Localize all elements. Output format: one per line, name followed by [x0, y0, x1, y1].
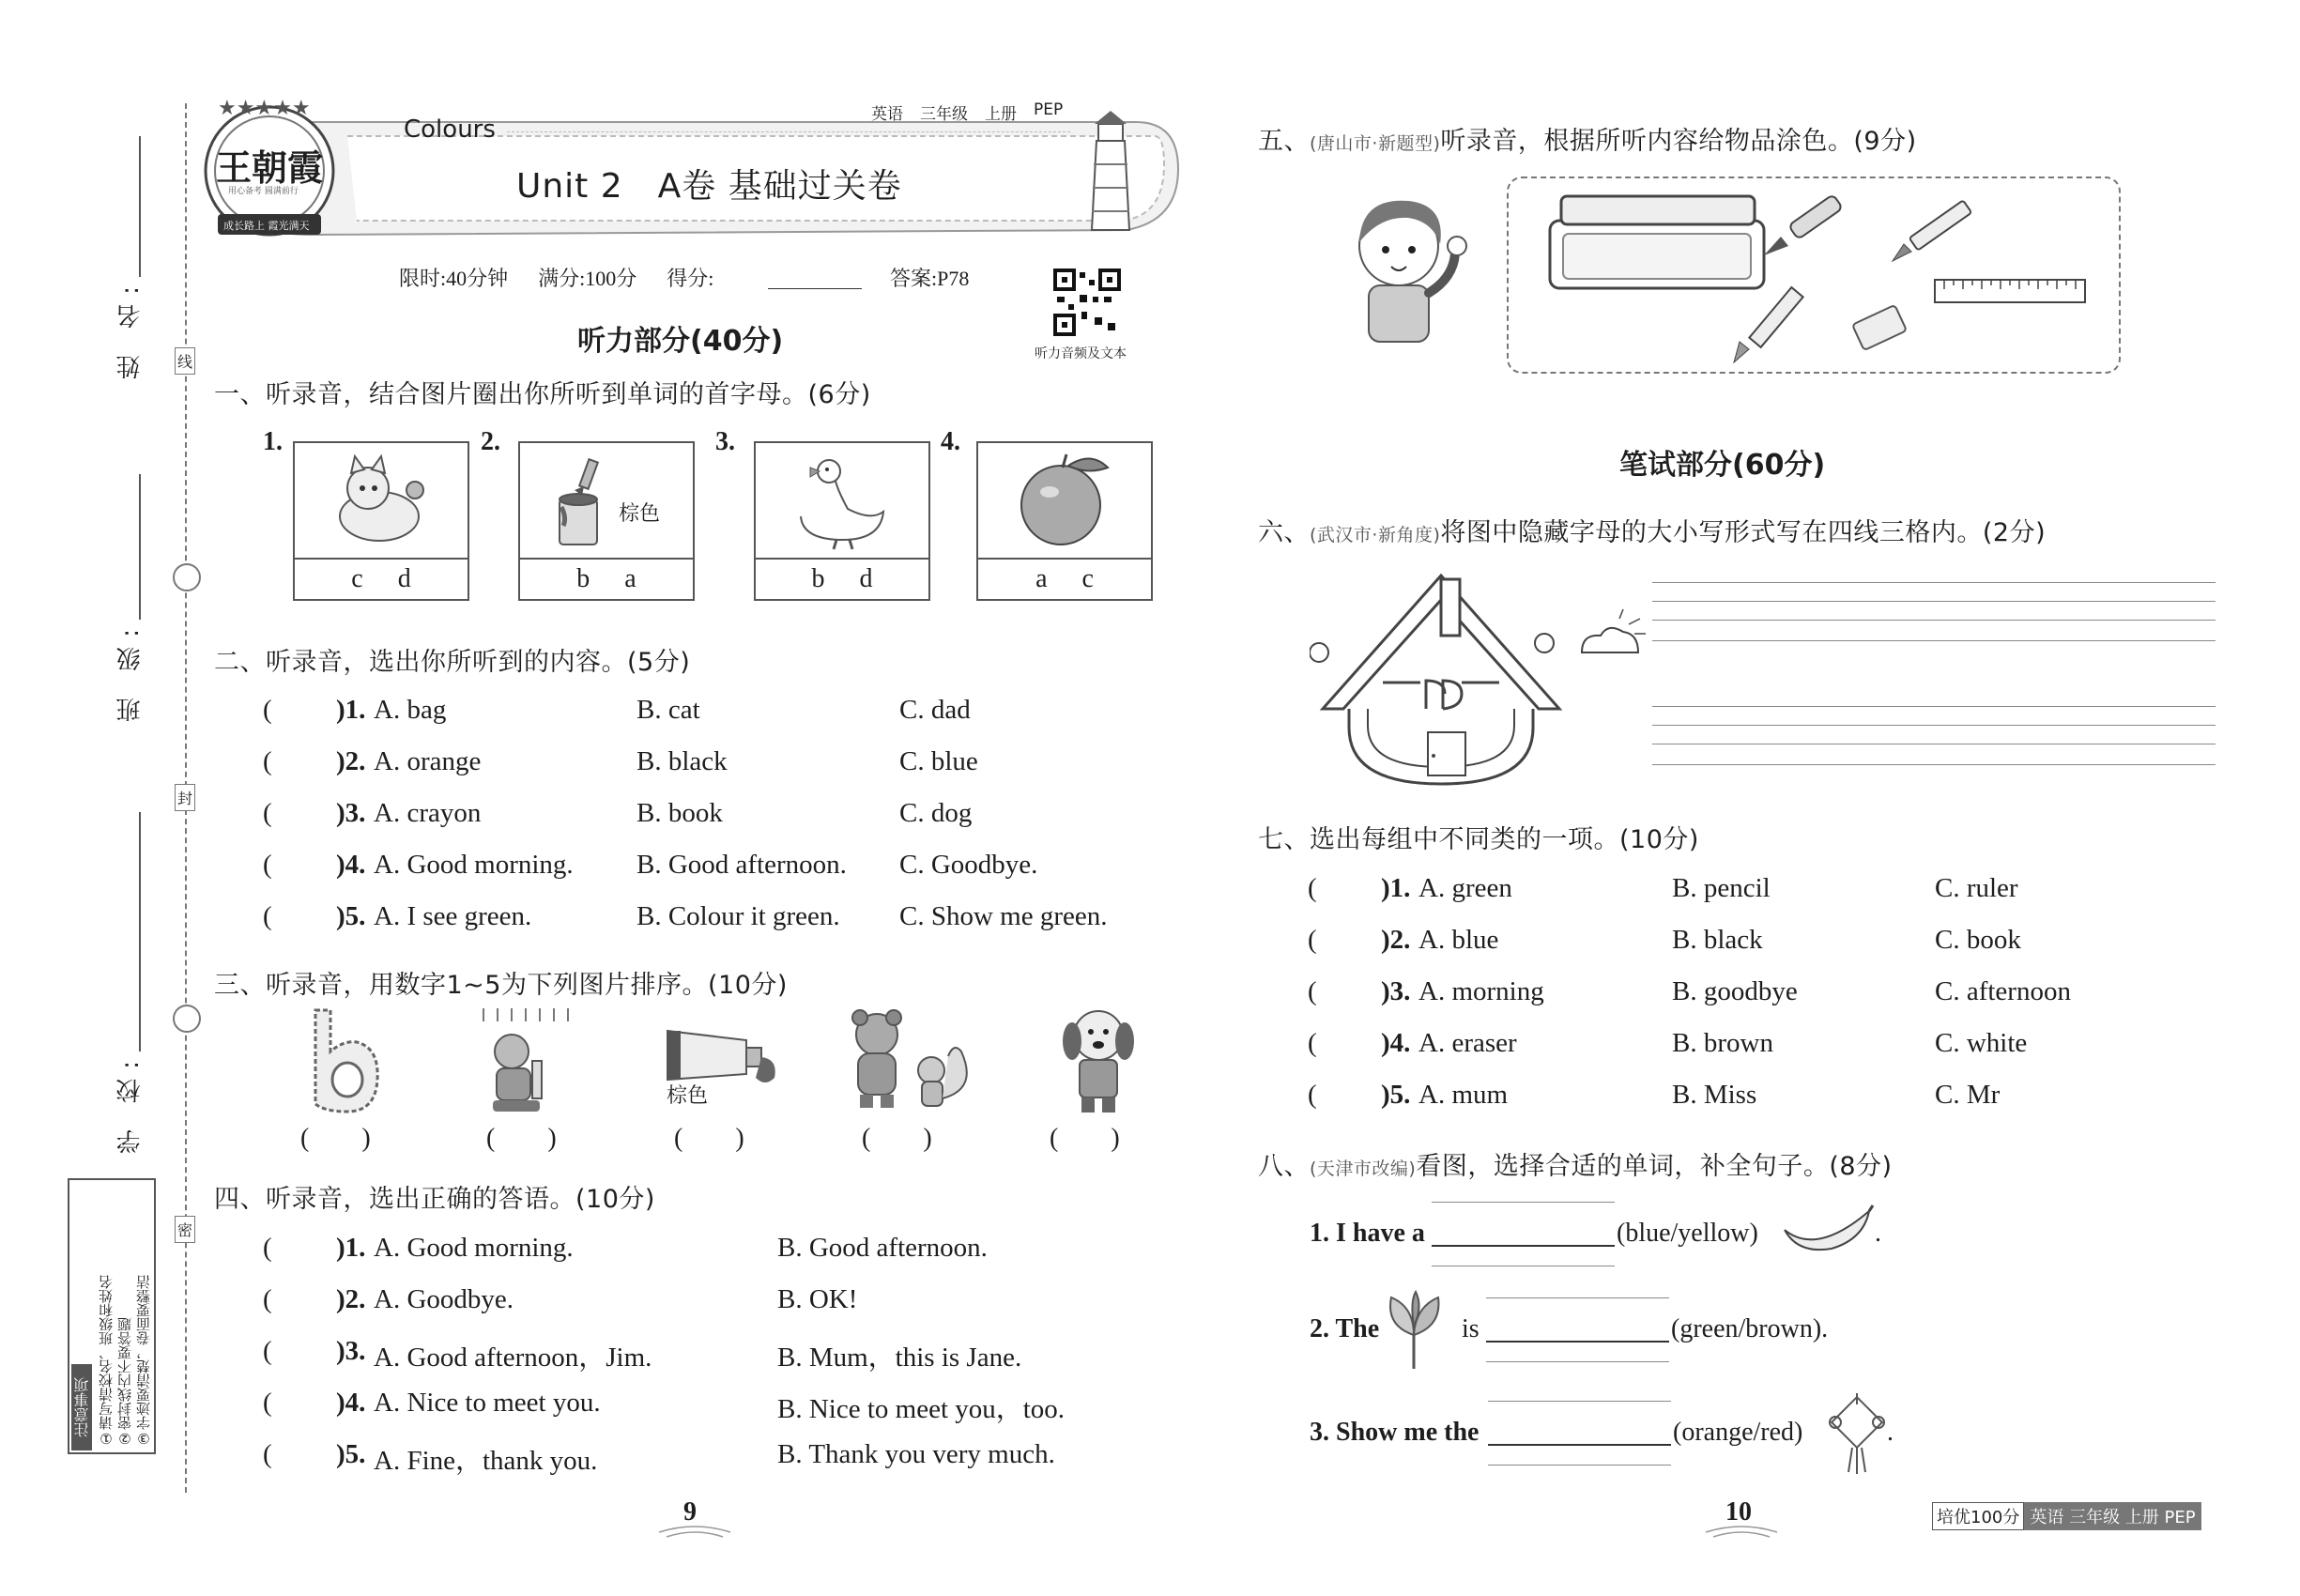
s2-question-number: )5. [336, 901, 366, 931]
s4-option-b[interactable]: B. Thank you very much. [777, 1439, 1055, 1469]
grid-line [1486, 1361, 1669, 1362]
meta-volume: 上册 [985, 105, 1017, 124]
s4-option-b[interactable]: B. Nice to meet you，too. [777, 1394, 1066, 1424]
brown-paint-icon [548, 453, 614, 551]
leaf-icon [1382, 1288, 1448, 1373]
s2-question-number: )3. [336, 798, 366, 828]
s4-answer-paren[interactable]: ( [263, 1284, 272, 1314]
listening-title: 听力部分(40分) [577, 325, 784, 358]
s3-blank-5[interactable]: ( ) [1050, 1124, 1120, 1153]
s8-q3-period: . [1887, 1418, 1894, 1447]
notes-item-3: ③字迹要清楚，卷面要整洁 [135, 1275, 152, 1447]
s7-row [1308, 873, 2246, 911]
page-number-right: 10 [1725, 1497, 1752, 1527]
info-line [399, 263, 713, 292]
s7-row [1308, 1080, 2246, 1117]
meta-edition: PEP [1034, 100, 1064, 119]
s8-q1-blank[interactable] [1432, 1245, 1615, 1247]
s2-answer-paren[interactable]: ( [263, 798, 272, 828]
s4-option-a[interactable]: A. Good afternoon，Jim. [374, 1343, 652, 1373]
s5-prefix: 五、 [1258, 127, 1310, 156]
s2-answer-paren[interactable]: ( [263, 901, 272, 931]
house-hidden-letter-icon [1310, 568, 1648, 793]
answer-ref: 答案:P78 [890, 267, 970, 290]
s5-title: 听录音，根据所听内容给物品涂色。(9分) [1440, 127, 1917, 156]
s2-question-number: )4. [336, 850, 366, 880]
s8-q1-period: . [1875, 1219, 1881, 1248]
banana-icon [1779, 1202, 1878, 1258]
s1-letters-2[interactable]: b a [520, 558, 693, 599]
s1-num-2: 2. [481, 427, 500, 456]
dog-icon [1051, 1000, 1145, 1117]
s4-option-a[interactable]: A. Good morning. [374, 1233, 574, 1263]
s8-q3-prefix: 3. Show me the [1310, 1418, 1480, 1447]
name-field[interactable] [139, 136, 141, 277]
s1-box-2 [518, 441, 695, 601]
s7-question-number: )3. [1381, 976, 1411, 1006]
s2-option-c[interactable]: C. dad [899, 695, 971, 725]
s8-q2-options: (green/brown). [1671, 1314, 1829, 1343]
s4-option-a[interactable]: A. Nice to meet you. [374, 1388, 601, 1418]
s4-answer-paren[interactable]: ( [263, 1336, 272, 1366]
s2-answer-paren[interactable]: ( [263, 850, 272, 880]
notes-item-1: ①请写清校名、班级和姓名 [98, 1275, 115, 1447]
qr-caption: 听力音频及文本 [1035, 346, 1127, 361]
s8-prefix: 八、 [1258, 1152, 1310, 1181]
grid-line [1652, 582, 2216, 583]
s3-blank-1[interactable]: ( ) [300, 1124, 371, 1153]
s7-answer-paren[interactable]: ( [1308, 925, 1317, 955]
crayon-icon[interactable] [1889, 195, 1983, 270]
s8-q2-prefix: 2. The [1310, 1314, 1380, 1343]
s1-box-3 [754, 441, 930, 601]
s4-row [263, 1336, 1202, 1373]
s2-option-c[interactable]: C. dog [899, 798, 973, 828]
s2-option-a[interactable]: A. Good morning. [374, 850, 574, 880]
s2-option-a[interactable]: A. I see green. [374, 901, 532, 931]
s4-answer-paren[interactable]: ( [263, 1233, 272, 1263]
eraser-icon[interactable] [1845, 300, 1920, 357]
s7-option-a[interactable]: A. mum [1418, 1080, 1509, 1110]
brand-sub: 用心备考 圆满前行 [228, 187, 299, 196]
written-title: 笔试部分(60分) [1619, 449, 1826, 482]
s7-option-c[interactable]: C. afternoon [1935, 976, 2071, 1006]
s7-option-b[interactable]: B. Miss [1672, 1080, 1757, 1110]
s7-answer-paren[interactable]: ( [1308, 976, 1317, 1006]
s7-option-a[interactable]: A. blue [1418, 925, 1499, 955]
s2-answer-paren[interactable]: ( [263, 746, 272, 776]
apple-icon [1016, 451, 1114, 549]
brand-name: 王朝霞 [216, 147, 324, 189]
s7-question-number: )4. [1381, 1028, 1411, 1058]
s2-option-b[interactable]: B. Good afternoon. [636, 850, 847, 880]
s1-letters-4[interactable]: a c [978, 558, 1151, 599]
s1-letters-1[interactable]: c d [295, 558, 468, 599]
grid-line [1488, 1401, 1671, 1402]
s5-region: (唐山市·新题型) [1310, 133, 1441, 154]
lighthouse-icon [1078, 103, 1143, 235]
s1-box-1 [293, 441, 469, 601]
s4-option-a[interactable]: A. Fine，thank you. [374, 1446, 598, 1476]
s2-row [263, 798, 1202, 836]
grid-line [1432, 1202, 1615, 1203]
s1-paint-label: 棕色 [619, 502, 661, 526]
s4-row [263, 1388, 1202, 1425]
page-ornament-left [657, 1523, 732, 1540]
s3-blank-3[interactable]: ( ) [674, 1124, 744, 1153]
s1-num-1: 1. [263, 427, 283, 456]
s2-answer-paren[interactable]: ( [263, 695, 272, 725]
full-score: 满分:100分 [538, 267, 637, 290]
class-field[interactable] [139, 474, 141, 620]
ruler-icon[interactable] [1931, 272, 2091, 310]
school-field[interactable] [139, 812, 141, 1051]
s7-question-number: )5. [1381, 1080, 1411, 1110]
s8-q1-options: (blue/yellow) [1617, 1219, 1758, 1248]
footer-meta: 英语 三年级 上册 PEP [2024, 1502, 2200, 1530]
s7-option-b[interactable]: B. brown [1672, 1028, 1773, 1058]
s4-question-number: )5. [336, 1439, 366, 1469]
topic-rule [507, 131, 1070, 132]
s7-option-a[interactable]: A. green [1418, 873, 1512, 903]
s1-num-4: 4. [941, 427, 960, 456]
grid-line [1652, 640, 2216, 641]
s4-option-a[interactable]: A. Goodbye. [374, 1284, 514, 1314]
s7-question-number: )2. [1381, 925, 1411, 955]
s4-row [263, 1284, 1202, 1322]
s2-option-b[interactable]: B. cat [636, 695, 700, 725]
s2-option-c[interactable]: C. blue [899, 746, 978, 776]
letter-b-icon [299, 1005, 383, 1117]
chinese-knot-icon [1826, 1391, 1888, 1476]
name-label: 姓 名: [116, 277, 145, 380]
s3-blank-2[interactable]: ( ) [486, 1124, 557, 1153]
s3-paint-label: 棕色 [667, 1084, 709, 1108]
brand-tagline: 成长路上 霞光满天 [223, 220, 310, 232]
grid-line [1488, 1465, 1671, 1466]
s7-option-c[interactable]: C. book [1935, 925, 2021, 955]
school-label: 学 校: [116, 1051, 145, 1155]
s7-row [1308, 1028, 2246, 1066]
s7-row [1308, 925, 2246, 962]
score-field[interactable] [768, 288, 862, 289]
s4-question-number: )1. [336, 1233, 366, 1263]
s1-num-3: 3. [715, 427, 735, 456]
notes-box [68, 1178, 156, 1454]
page-title: Unit 2 A卷 基础过关卷 [516, 167, 902, 206]
s7-option-c[interactable]: C. Mr [1935, 1080, 2001, 1110]
s7-option-a[interactable]: A. morning [1418, 976, 1544, 1006]
bear-squirrel-icon [837, 1005, 978, 1117]
s2-option-b[interactable]: B. black [636, 746, 728, 776]
footer-badge [1932, 1502, 2201, 1530]
s7-answer-paren[interactable]: ( [1308, 873, 1317, 903]
s2-option-c[interactable]: C. Goodbye. [899, 850, 1038, 880]
s8-q2-mid: is [1462, 1314, 1480, 1343]
s4-row [263, 1233, 1202, 1270]
s4-option-b[interactable]: B. Good afternoon. [777, 1233, 988, 1263]
s7-option-c[interactable]: C. white [1935, 1028, 2028, 1058]
s7-answer-paren[interactable]: ( [1308, 1080, 1317, 1110]
notes-title: 注意事项 [71, 1364, 92, 1450]
s2-row [263, 901, 1202, 939]
s1-box-4 [976, 441, 1153, 601]
s7-option-b[interactable]: B. goodbye [1672, 976, 1798, 1006]
s5-heading [1258, 120, 1917, 157]
s4-answer-paren[interactable]: ( [263, 1388, 272, 1418]
binding-hole-2 [173, 1005, 201, 1033]
s2-row [263, 695, 1202, 732]
s7-option-a[interactable]: A. eraser [1418, 1028, 1517, 1058]
s8-q2-blank[interactable] [1486, 1341, 1669, 1343]
score-label: 得分: [667, 267, 714, 290]
s7-title: 七、选出每组中不同类的一项。(10分) [1258, 825, 1699, 854]
s2-question-number: )2. [336, 746, 366, 776]
page-ornament-right [1704, 1523, 1779, 1540]
s7-row [1308, 976, 2246, 1014]
s3-title: 三、听录音，用数字1~5为下列图片排序。(10分) [214, 971, 788, 1000]
s6-heading [1258, 512, 2046, 548]
page-number-left: 9 [683, 1497, 697, 1527]
s8-q1-text: 1. I have a [1310, 1219, 1425, 1248]
s4-question-number: )4. [336, 1388, 366, 1418]
pencil-icon[interactable] [1726, 282, 1811, 366]
boy-waving-icon [1342, 188, 1483, 357]
grid-line [1652, 706, 2216, 707]
s7-question-number: )1. [1381, 873, 1411, 903]
class-label: 班 级: [116, 620, 145, 723]
s2-title: 二、听录音，选出你所听到的内容。(5分) [214, 648, 691, 677]
grid-line [1652, 620, 2216, 621]
s2-option-a[interactable]: A. bag [374, 695, 447, 725]
s2-option-b[interactable]: B. book [636, 798, 723, 828]
cut-mark-3: 密 [175, 1216, 195, 1243]
grid-line [1652, 725, 2216, 726]
s8-heading [1258, 1145, 1893, 1182]
s6-title: 将图中隐藏字母的大小写形式写在四线三格内。(2分) [1440, 518, 2047, 547]
time-limit: 限时:40分钟 [399, 267, 509, 290]
s7-option-b[interactable]: B. black [1672, 925, 1763, 955]
s2-option-b[interactable]: B. Colour it green. [636, 901, 840, 931]
meta-grade: 三年级 [920, 105, 968, 124]
grid-line [1486, 1297, 1669, 1298]
s2-row [263, 746, 1202, 784]
cut-mark-1: 线 [175, 347, 195, 375]
s4-title: 四、听录音，选出正确的答语。(10分) [214, 1185, 655, 1214]
s7-answer-paren[interactable]: ( [1308, 1028, 1317, 1058]
s8-region: (天津市改编) [1310, 1159, 1417, 1179]
s7-option-b[interactable]: B. pencil [1672, 873, 1771, 903]
s8-q3-options: (orange/red) [1673, 1418, 1803, 1447]
cut-mark-2: 封 [175, 784, 195, 811]
s2-option-c[interactable]: C. Show me green. [899, 901, 1108, 931]
s7-option-c[interactable]: C. ruler [1935, 873, 2018, 903]
notes-item-2: ②密封线内不要答题 [116, 1317, 133, 1447]
s4-option-b[interactable]: B. OK! [777, 1284, 858, 1314]
s8-q3-blank[interactable] [1488, 1444, 1671, 1446]
grid-line [1652, 764, 2216, 765]
girl-crayon-icon [474, 1005, 577, 1117]
svg-text:★★★★★: ★★★★★ [218, 97, 311, 120]
s6-region: (武汉市·新角度) [1310, 525, 1441, 545]
s1-letters-3[interactable]: b d [756, 558, 928, 599]
grid-line [1652, 601, 2216, 602]
pencil-box-icon[interactable] [1546, 192, 1771, 296]
cat-icon [323, 453, 436, 551]
meta-tags [871, 100, 1063, 124]
s8-q1-prefix [1310, 1219, 1425, 1249]
s2-row [263, 850, 1202, 887]
s2-question-number: )1. [336, 695, 366, 725]
s4-question-number: )2. [336, 1284, 366, 1314]
s5-items-box [1507, 176, 2121, 374]
binding-hole-1 [173, 563, 201, 591]
s4-answer-paren[interactable]: ( [263, 1439, 272, 1469]
s4-question-number: )3. [336, 1336, 366, 1366]
meta-subject: 英语 [871, 105, 903, 124]
s8-title: 看图，选择合适的单词，补全句子。(8分) [1416, 1152, 1893, 1181]
s6-prefix: 六、 [1258, 518, 1310, 547]
s3-blank-4[interactable]: ( ) [862, 1124, 932, 1153]
duck-icon [791, 451, 895, 552]
s4-option-b[interactable]: B. Mum，this is Jane. [777, 1343, 1022, 1373]
s2-option-a[interactable]: A. orange [374, 746, 482, 776]
topic-label: Colours [404, 115, 496, 144]
s4-row [263, 1439, 1202, 1477]
footer-brand: 培优100分 [1932, 1502, 2024, 1530]
pen-icon[interactable] [1760, 190, 1854, 265]
s1-title: 一、听录音，结合图片圈出你所听到单词的首字母。(6分) [214, 380, 871, 409]
s2-option-a[interactable]: A. crayon [374, 798, 482, 828]
qr-code-icon[interactable] [1053, 269, 1121, 336]
